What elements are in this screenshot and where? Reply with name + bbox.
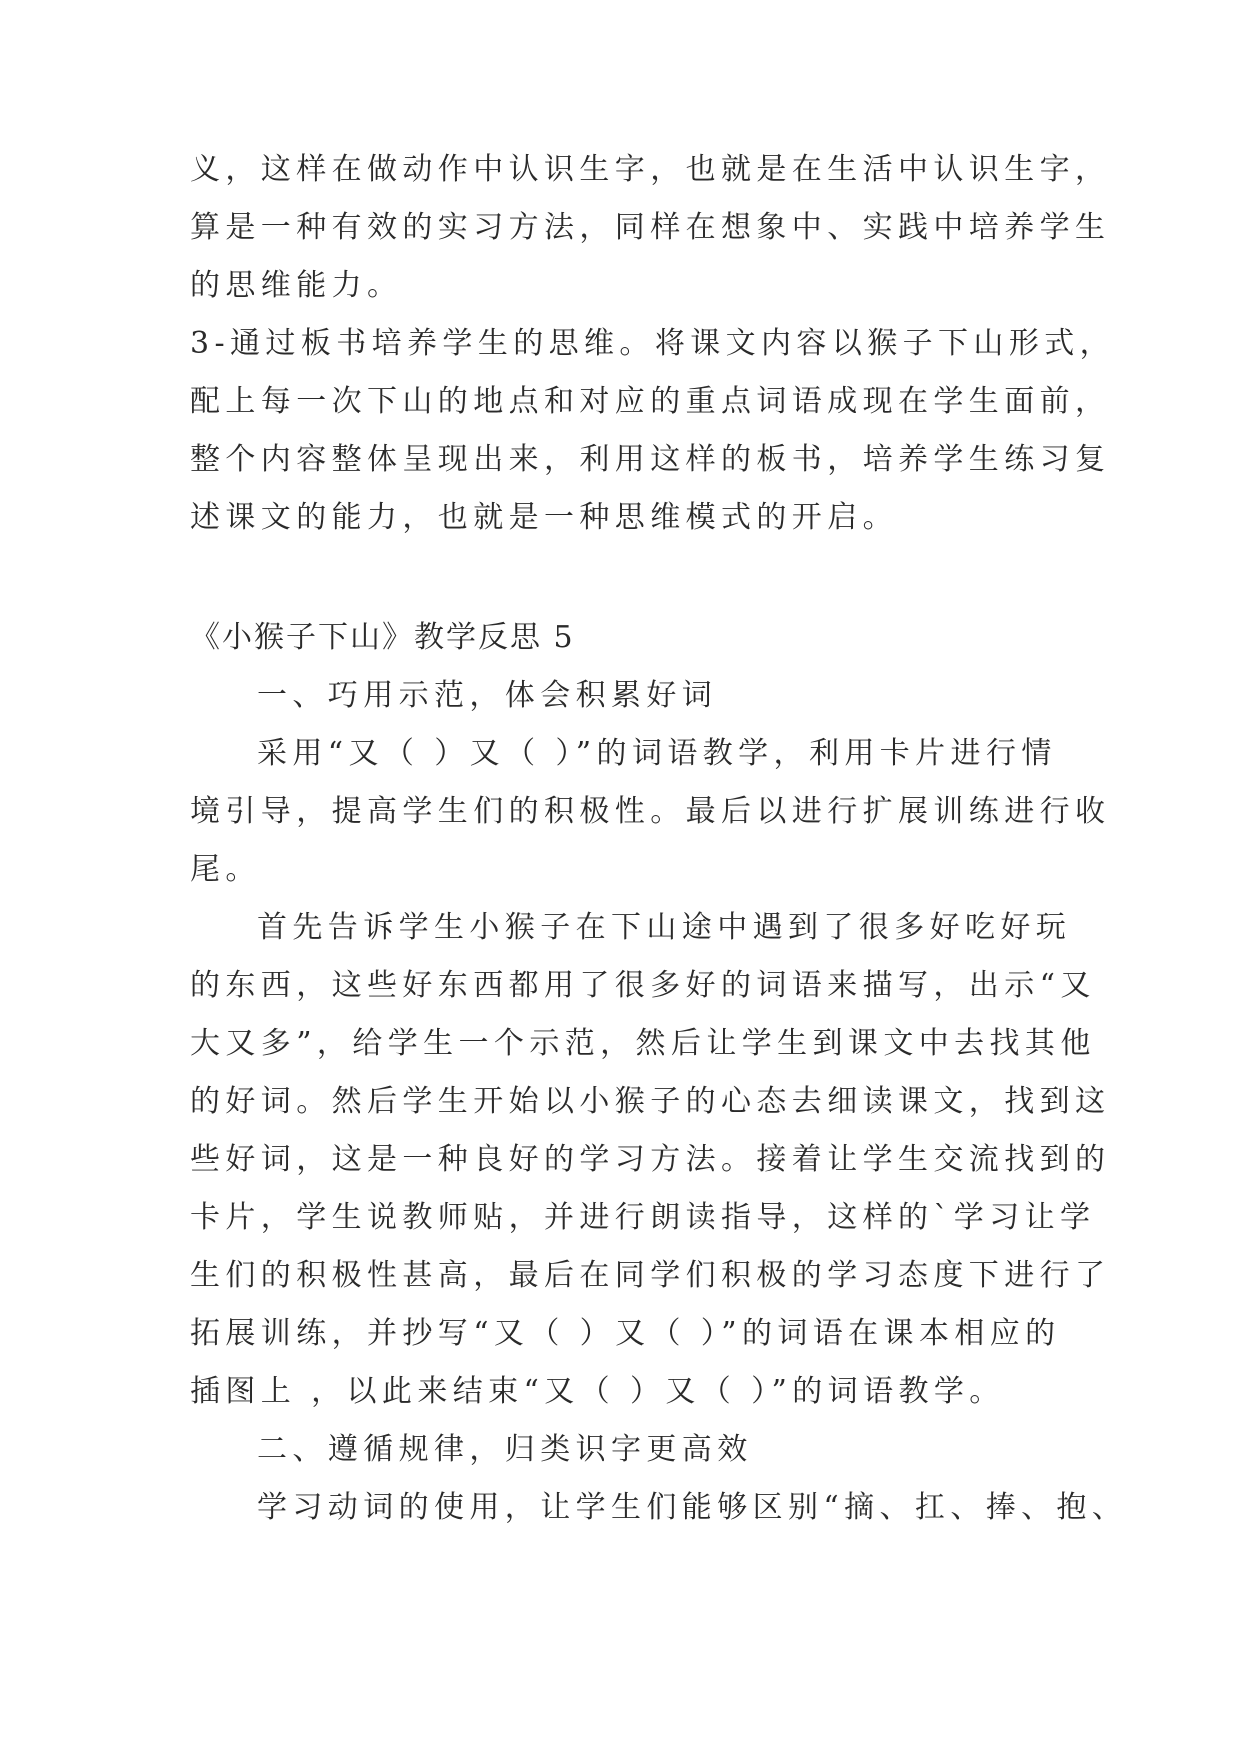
paragraph-line: 的思维能力。 xyxy=(190,268,403,303)
paragraph-line: 学习动词的使用，让学生们能够区别“摘、扛、捧、抱、 xyxy=(257,1490,1128,1525)
paragraph-line: 首先告诉学生小猴子在下山途中遇到了很多好吃好玩 xyxy=(257,910,1072,945)
section-heading: 一、巧用示范，体会积累好词 xyxy=(257,678,718,713)
paragraph-line: 3-通过板书培养学生的思维。将课文内容以猴子下山形式， xyxy=(190,326,1116,361)
paragraph-line: 些好词，这是一种良好的学习方法。接着让学生交流找到的 xyxy=(190,1142,1111,1177)
paragraph-line: 大又多”，给学生一个示范，然后让学生到课文中去找其他 xyxy=(190,1026,1096,1061)
paragraph-line: 配上每一次下山的地点和对应的重点词语成现在学生面前， xyxy=(190,384,1111,419)
paragraph-line: 述课文的能力，也就是一种思维模式的开启。 xyxy=(190,500,898,535)
paragraph-line: 境引导，提高学生们的积极性。最后以进行扩展训练进行收 xyxy=(190,794,1111,829)
paragraph-line: 算是一种有效的实习方法，同样在想象中、实践中培养学生 xyxy=(190,210,1111,245)
paragraph-line: 采用“又（ ）又（ ）”的词语教学，利用卡片进行情 xyxy=(257,736,1057,771)
paragraph-line: 整个内容整体呈现出来，利用这样的板书，培养学生练习复 xyxy=(190,442,1111,477)
paragraph-line: 义，这样在做动作中认识生字，也就是在生活中认识生字， xyxy=(190,152,1111,187)
paragraph-line: 生们的积极性甚高，最后在同学们积极的学习态度下进行了 xyxy=(190,1258,1111,1293)
paragraph-line: 的东西，这些好东西都用了很多好的词语来描写，出示“又 xyxy=(190,968,1096,1003)
paragraph-line: 尾。 xyxy=(190,852,261,887)
section-heading: 二、遵循规律，归类识字更高效 xyxy=(257,1432,753,1467)
section-title: 《小猴子下山》教学反思 5 xyxy=(190,620,575,655)
paragraph-line: 拓展训练，并抄写“又（ ）又（ ）”的词语在课本相应的 xyxy=(190,1316,1061,1351)
paragraph-line: 的好词。然后学生开始以小猴子的心态去细读课文，找到这 xyxy=(190,1084,1111,1119)
paragraph-line: 插图上 ，以此来结束“又（ ）又（ ）”的词语教学。 xyxy=(190,1374,1005,1409)
paragraph-line: 卡片，学生说教师贴，并进行朗读指导，这样的`学习让学 xyxy=(190,1200,1096,1235)
